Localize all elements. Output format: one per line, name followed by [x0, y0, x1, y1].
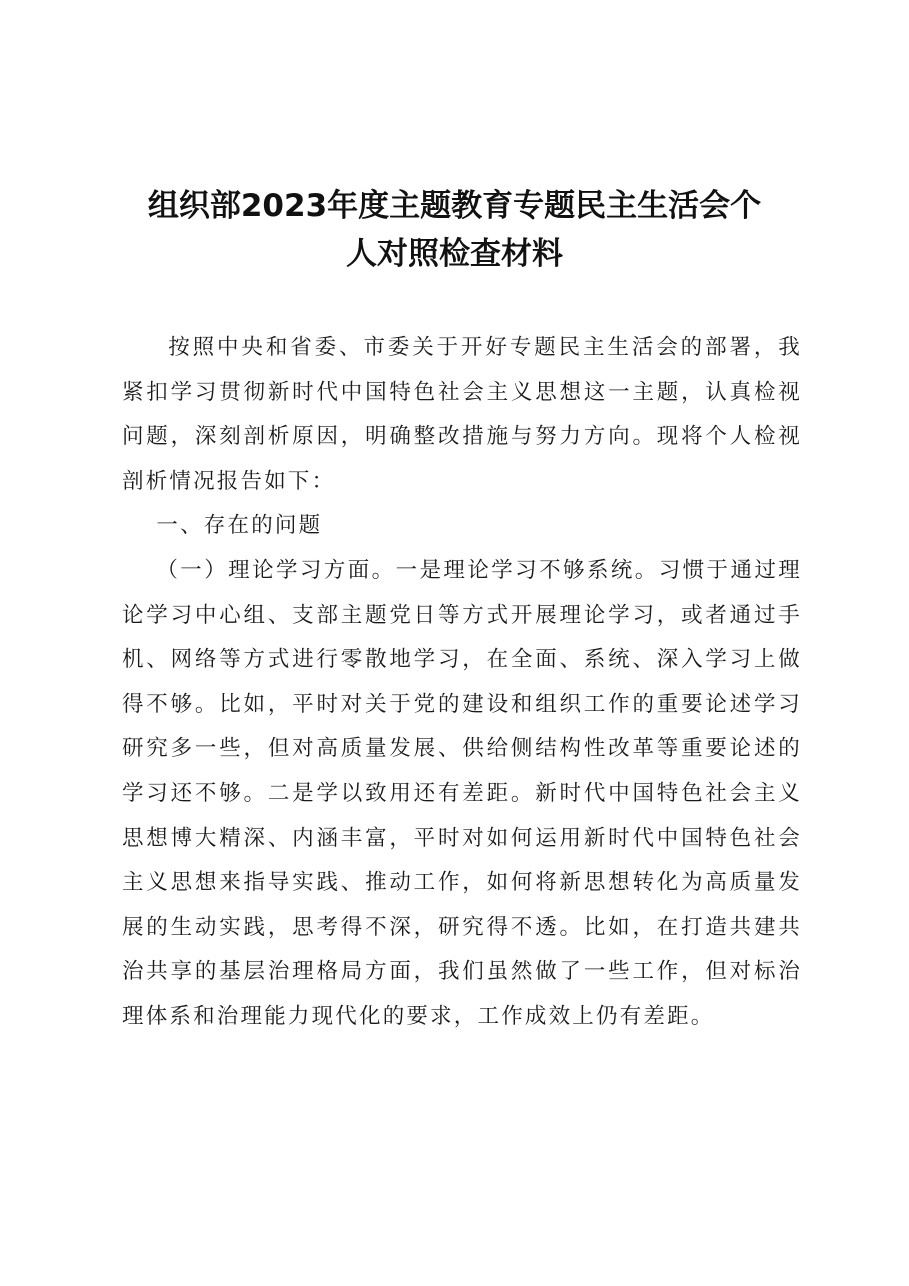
document-body — [122, 326, 802, 1040]
title-line-2: 人对照检查材料 — [346, 236, 563, 272]
intro-paragraph: 按照中央和省委、市委关于开好专题民主生活会的部署，我紧扣学习贯彻新时代中国特色社会主义思想这一主题，认真检视问题，深刻剖析原因，明确整改措施与努力方向。现将个人检视剖析情况报告如下： — [122, 335, 802, 494]
title-line-1: 组织部2023年度主题教育专题民主生活会个 — [147, 188, 762, 224]
section-heading: 一、存在的问题 — [156, 513, 323, 539]
document-title — [60, 182, 849, 278]
theory-study-paragraph: （一）理论学习方面。一是理论学习不够系统。习惯于通过理论学习中心组、支部主题党日等方式开展理论学习，或者通过手机、网络等方式进行零散地学习，在全面、系统、深入学习上做得不够。比如，平时对关于党的建设和组织工作的重要论述学习研究多一些，但对高质量发展、供给侧结构性改革等重要论述的学习还不够。二是学以致用还有差距。新时代中国特色社会主义思想博大精深、内涵丰富，平时对如何运用新时代中国特色社会主义思想来指导实践、推动工作，如何将新思想转化为高质量发展的生动实践，思考得不深，研究得不透。比如，在打造共建共治共享的基层治理格局方面，我们虽然做了一些工作，但对标治理体系和治理能力现代化的要求，工作成效上仍有差距。 — [122, 557, 802, 1029]
